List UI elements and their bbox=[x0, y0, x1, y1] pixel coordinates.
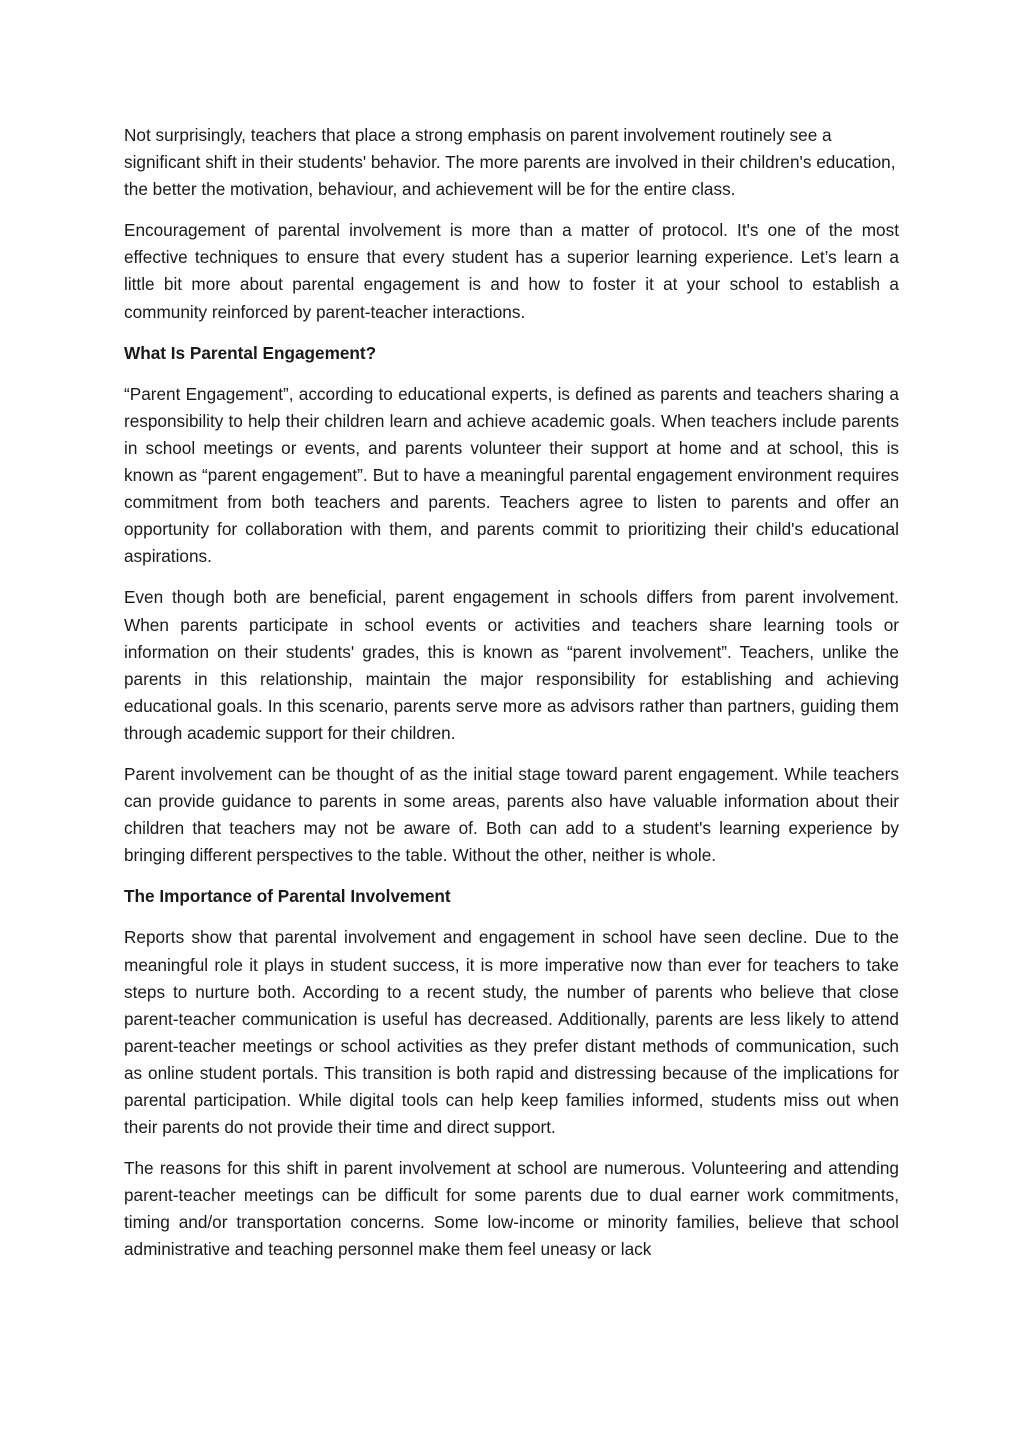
paragraph-engagement-vs-involvement: Even though both are beneficial, parent engagement in schools differs from parent involvement. When parents participate in school events or activities and teachers share learning tools or information on their students' grades, this is known as “parent involvement”. Teachers, unlike the parents in this relationship, maintain the major responsibility for establishing and achieving educational goals. In this scenario, parents serve more as advisors rather than partners, guiding them through academic support for their children. bbox=[124, 587, 899, 743]
heading-what-is-parental-engagement: What Is Parental Engagement? bbox=[124, 342, 377, 363]
paragraph-initial-stage: Parent involvement can be thought of as the initial stage toward parent engagement. While teachers can provide guidance to parents in some areas, parents also have valuable information about their children that teachers may not be aware of. Both can add to a student's learning experience by bringing different perspectives to the table. Without the other, neither is whole. bbox=[124, 763, 899, 866]
paragraph-parent-engagement-definition: “Parent Engagement”, according to educational experts, is defined as parents and teachers sharing a responsibility to help their children learn and achieve academic goals. When teachers include parents in school meetings or events, and parents volunteer their support at home and at school, this is known as “parent engagement”. But to have a meaningful parental engagement environment requires commitment from both teachers and parents. Teachers agree to listen to parents and offer an opportunity for collaboration with them, and parents commit to prioritizing their child's educational aspirations. bbox=[124, 383, 899, 567]
heading-importance-of-parental-involvement: The Importance of Parental Involvement bbox=[124, 886, 451, 907]
paragraph-encouragement: Encouragement of parental involvement is more than a matter of protocol. It's one of the most effective techniques to ensure that every student has a superior learning experience. Let’s learn a little bit more about parental engagement is and how to foster it at your school to establish a community reinforced by parent-teacher interactions. bbox=[124, 220, 899, 322]
paragraph-reports-decline: Reports show that parental involvement and engagement in school have seen decline. Due to the meaningful role it plays in student success, it is more imperative now than ever for teachers to take steps to nurture both. According to a recent study, the number of parents who believe that close parent-teacher communication is useful has decreased. Additionally, parents are less likely to attend parent-teacher meetings or school activities as they prefer distant methods of communication, such as online student portals. This transition is both rapid and distressing because of the implications for parental participation. While digital tools can help keep families informed, students miss out when their parents do not provide their time and direct support. bbox=[124, 927, 899, 1138]
paragraph-intro: Not surprisingly, teachers that place a strong emphasis on parent involvement routinely see a significant shift in their students' behavior. The more parents are involved in their children's education, the better the motivation, behaviour, and achievement will be for the entire class. bbox=[124, 125, 896, 200]
document-page bbox=[124, 122, 899, 1278]
paragraph-reasons-for-shift: The reasons for this shift in parent involvement at school are numerous. Volunteering and attending parent-teacher meetings can be difficult for some parents due to dual earner work commitments, timing and/or transportation concerns. Some low-income or minority families, believe that school administrative and teaching personnel make them feel uneasy or lack bbox=[124, 1158, 899, 1260]
